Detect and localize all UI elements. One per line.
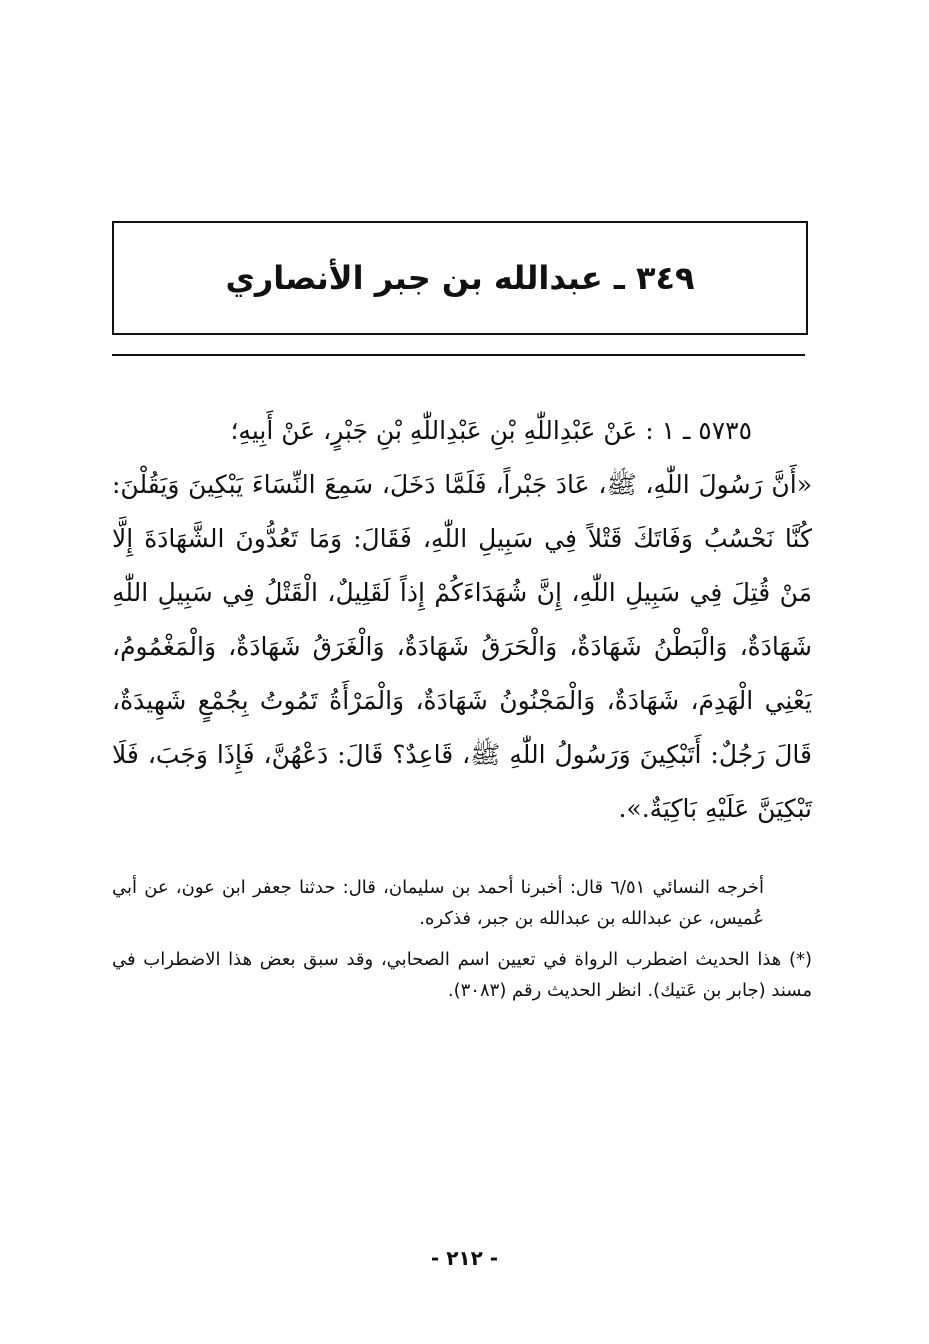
hadith-text-block (112, 404, 812, 836)
chapter-header-box (112, 221, 808, 335)
remark-note: (*) هذا الحديث اضطرب الرواة في تعيين اسم الصحابي، وقد سبق بعض هذا الاضطراب في مسند (جابر بن عَتيك). انظر الحديث رقم (٣٠٨٣). (112, 949, 812, 1001)
chapter-title: ٣٤٩ ـ عبدالله بن جبر الأنصاري (225, 259, 695, 297)
hadith-isnad: ٥٧٣٥ ـ ١ : عَنْ عَبْدِاللّٰهِ بْنِ عَبْدِاللّٰهِ بْنِ جَبْرٍ، عَنْ أَبِيهِ؛ (230, 416, 752, 445)
hadith-matn: «أَنَّ رَسُولَ اللّٰهِ، ﷺ، عَادَ جَبْراً، فَلَمَّا دَخَلَ، سَمِعَ النِّسَاءَ يَبْكِينَ وَيَقُلْنَ: كُنَّا نَحْسُبُ وَفَاتَكَ قَتْلاً فِي سَبِيلِ اللّٰهِ، فَقَالَ: وَمَا تَعُدُّونَ الشَّهَادَةَ إِلَّا مَنْ قُتِلَ فِي سَبِيلِ اللّٰهِ، إِنَّ شُهَدَاءَكُمْ إِذاً لَقَلِيلٌ، الْقَتْلُ فِي سَبِيلِ اللّٰهِ شَهَادَةٌ، وَالْبَطْنُ شَهَادَةٌ، وَالْحَرَقُ شَهَادَةٌ، وَالْغَرَقُ شَهَادَةٌ، وَالْمَغْمُومُ، يَعْنِي الْهَدِمَ، شَهَادَةٌ، وَالْمَجْنُونُ شَهَادَةٌ، وَالْمَرْأَةُ تَمُوتُ بِجُمْعٍ شَهِيدَةٌ، قَالَ رَجُلٌ: أَتَبْكِينَ وَرَسُولُ اللّٰهِ ﷺ، قَاعِدٌ؟ قَالَ: دَعْهُنَّ، فَإِذَا وَجَبَ، فَلَا تَبْكِيَنَّ عَلَيْهِ بَاكِيَةٌ.». (112, 470, 812, 823)
page-number: - ٢١٢ - (430, 1246, 499, 1270)
footnotes-block (112, 872, 812, 1016)
takhrij-note: أخرجه النسائي ٦/٥١ قال: أخبرنا أحمد بن سليمان، قال: حدثنا جعفر ابن عون، عن أبي عُميس، عن عبدالله بن عبدالله بن جبر، فذكره. (112, 877, 764, 929)
header-divider (112, 354, 805, 356)
